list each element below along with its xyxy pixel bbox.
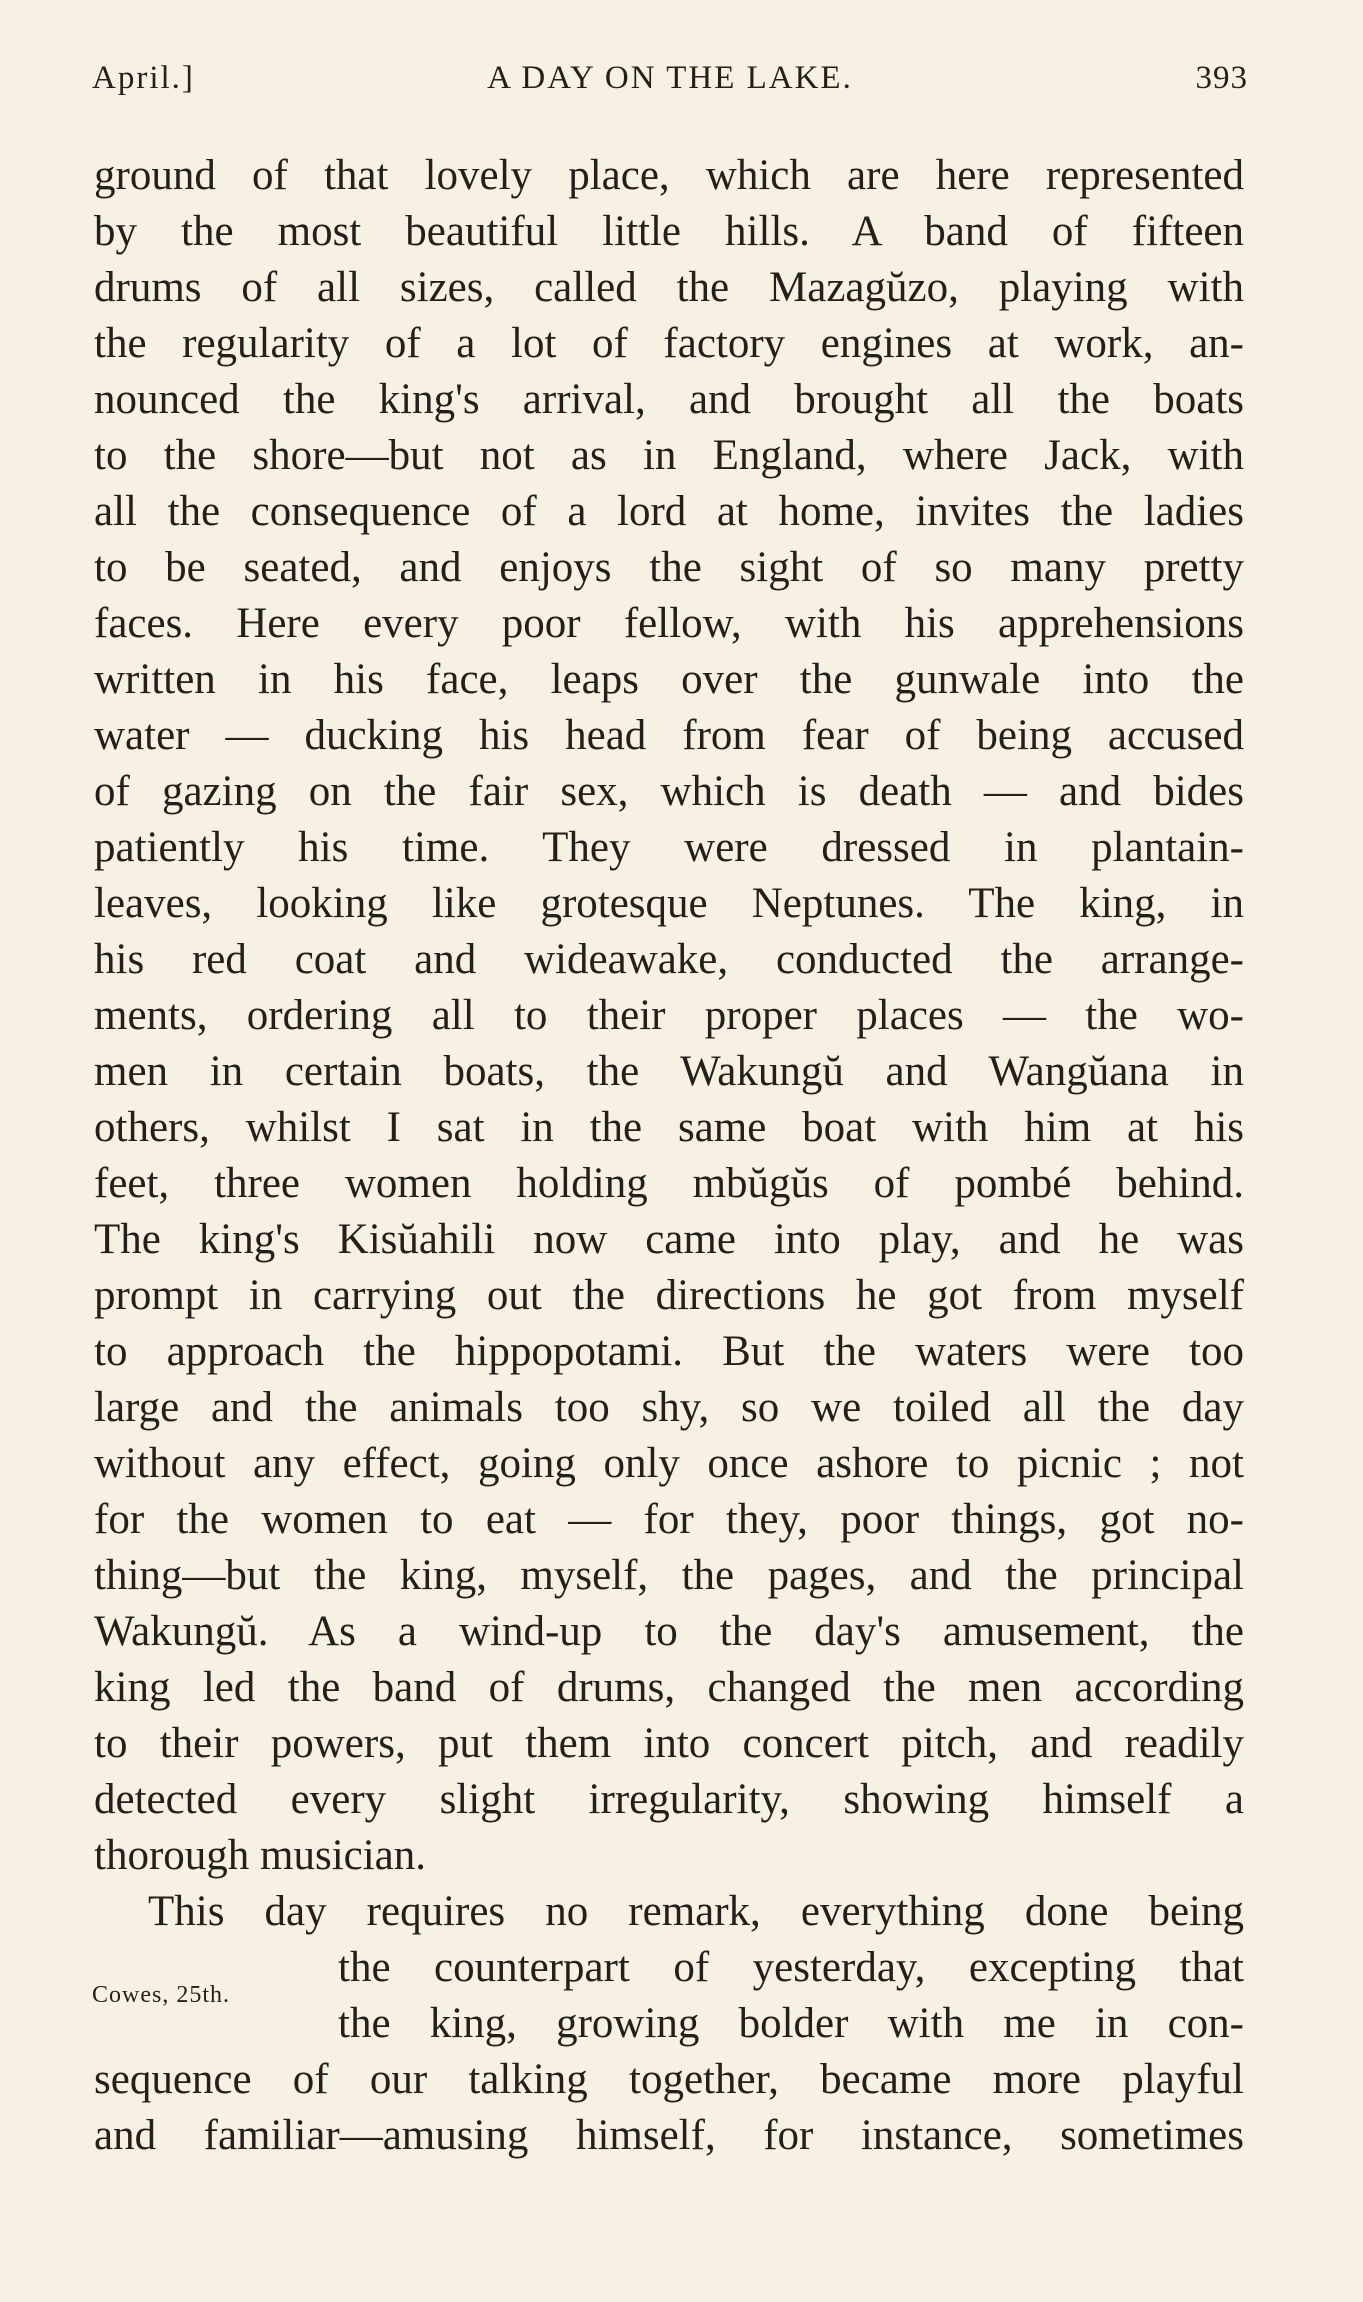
text-line: patiently his time. They were dressed in plantain- — [94, 824, 1244, 871]
text-line: the regularity of a lot of factory engines at work, an- — [94, 320, 1244, 367]
text-line: to approach the hippopotami. But the waters were too — [94, 1328, 1244, 1375]
text-line: water — ducking his head from fear of being accused — [94, 712, 1244, 759]
text-line: his red coat and wideawake, conducted the arrange- — [94, 936, 1244, 983]
text-line: The king's Kisŭahili now came into play, and he was — [94, 1216, 1244, 1263]
text-line: nounced the king's arrival, and brought all the boats — [94, 376, 1244, 423]
text-line: drums of all sizes, called the Mazagŭzo, playing with — [94, 264, 1244, 311]
text-line: the counterpart of yesterday, excepting that — [338, 1944, 1244, 1991]
running-head-left: April.] — [92, 60, 195, 96]
text-line: thing—but the king, myself, the pages, and the principal — [94, 1552, 1244, 1599]
text-line: men in certain boats, the Wakungŭ and Wangŭana in — [94, 1048, 1244, 1095]
margin-note: Cowes, 25th. — [92, 1982, 230, 2008]
running-head-title: A DAY ON THE LAKE. — [487, 60, 853, 96]
text-line: This day requires no remark, everything done being — [148, 1888, 1244, 1935]
text-line: written in his face, leaps over the gunwale into the — [94, 656, 1244, 703]
text-line: sequence of our talking together, became more playful — [94, 2056, 1244, 2103]
running-head — [92, 60, 1248, 110]
text-line: ments, ordering all to their proper places — the wo- — [94, 992, 1244, 1039]
text-line: all the consequence of a lord at home, invites the ladies — [94, 488, 1244, 535]
text-line: faces. Here every poor fellow, with his apprehensions — [94, 600, 1244, 647]
text-line: king led the band of drums, changed the men according — [94, 1664, 1244, 1711]
text-line: by the most beautiful little hills. A band of fifteen — [94, 208, 1244, 255]
text-line: to their powers, put them into concert pitch, and readily — [94, 1720, 1244, 1767]
text-line: detected every slight irregularity, showing himself a — [94, 1776, 1244, 1823]
text-line: leaves, looking like grotesque Neptunes. The king, in — [94, 880, 1244, 927]
body-text — [94, 148, 1244, 2164]
text-line: feet, three women holding mbŭgŭs of pombé behind. — [94, 1160, 1244, 1207]
text-line: ground of that lovely place, which are here represented — [94, 152, 1244, 199]
text-line: others, whilst I sat in the same boat with him at his — [94, 1104, 1244, 1151]
text-line: prompt in carrying out the directions he got from myself — [94, 1272, 1244, 1319]
text-line: to be seated, and enjoys the sight of so many pretty — [94, 544, 1244, 591]
text-line: large and the animals too shy, so we toiled all the day — [94, 1384, 1244, 1431]
text-line: Wakungŭ. As a wind-up to the day's amusement, the — [94, 1608, 1244, 1655]
text-line: for the women to eat — for they, poor things, got no- — [94, 1496, 1244, 1543]
text-line: and familiar—amusing himself, for instance, sometimes — [94, 2112, 1244, 2159]
page-number: 393 — [1195, 60, 1248, 96]
text-line: of gazing on the fair sex, which is death — and bides — [94, 768, 1244, 815]
text-line: to the shore—but not as in England, where Jack, with — [94, 432, 1244, 479]
text-line: without any effect, going only once ashore to picnic ; not — [94, 1440, 1244, 1487]
text-line: the king, growing bolder with me in con- — [338, 2000, 1244, 2047]
text-line: thorough musician. — [94, 1832, 427, 1879]
